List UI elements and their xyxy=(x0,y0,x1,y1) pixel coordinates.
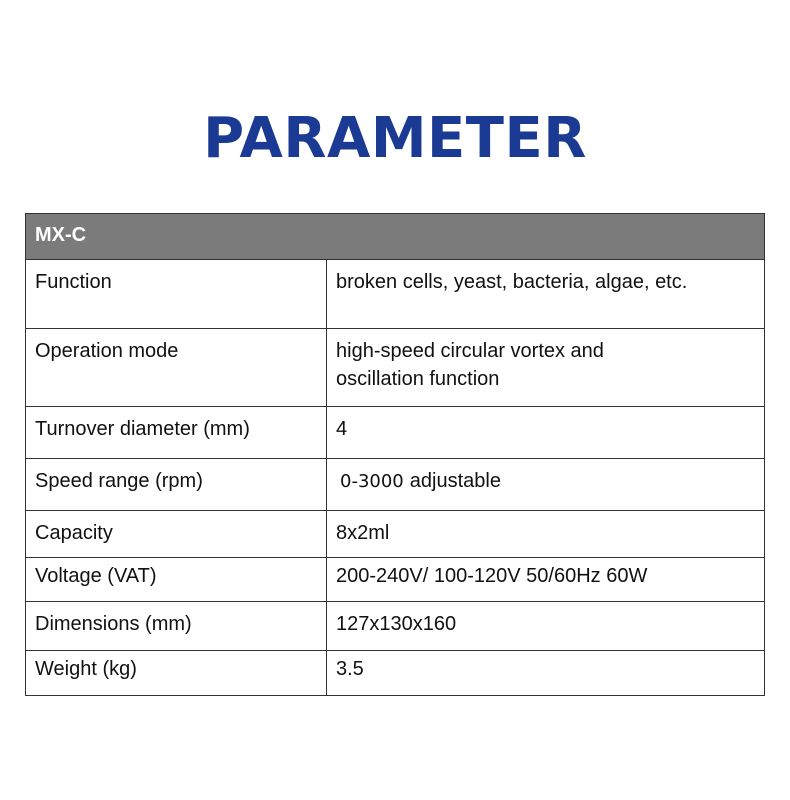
table-header-row xyxy=(26,214,765,260)
row-value-line: oscillation function xyxy=(336,368,500,390)
row-value: 3.5 xyxy=(327,651,765,696)
row-label: Operation mode xyxy=(26,329,327,407)
table-row xyxy=(26,511,765,558)
spec-table xyxy=(25,213,765,696)
table-row xyxy=(26,407,765,459)
table-row xyxy=(26,260,765,329)
page-title: PARAMETER xyxy=(203,106,587,171)
table-row xyxy=(26,651,765,696)
row-label: Voltage (VAT) xyxy=(26,558,327,602)
row-label: Turnover diameter (mm) xyxy=(26,407,327,459)
table-row xyxy=(26,459,765,511)
row-value: 4 xyxy=(327,407,765,459)
table-row xyxy=(26,329,765,407)
row-label: Speed range (rpm) xyxy=(26,459,327,511)
row-label: Capacity xyxy=(26,511,327,558)
row-value: broken cells, yeast, bacteria, algae, etc. xyxy=(327,260,765,329)
row-value: 127x130x160 xyxy=(327,602,765,651)
row-label: Weight (kg) xyxy=(26,651,327,696)
row-value xyxy=(327,459,765,511)
row-value-line: high-speed circular vortex and xyxy=(336,340,604,362)
table-row xyxy=(26,602,765,651)
row-value: 200-240V/ 100-120V 50/60Hz 60W xyxy=(327,558,765,602)
row-value xyxy=(327,329,765,407)
speed-range-suffix: adjustable xyxy=(409,470,501,492)
row-value: 8x2ml xyxy=(327,511,765,558)
table-row xyxy=(26,558,765,602)
row-label: Dimensions (mm) xyxy=(26,602,327,651)
speed-range-number: 0-3000 xyxy=(340,471,404,492)
row-label: Function xyxy=(26,260,327,329)
model-header: MX-C xyxy=(26,214,765,260)
